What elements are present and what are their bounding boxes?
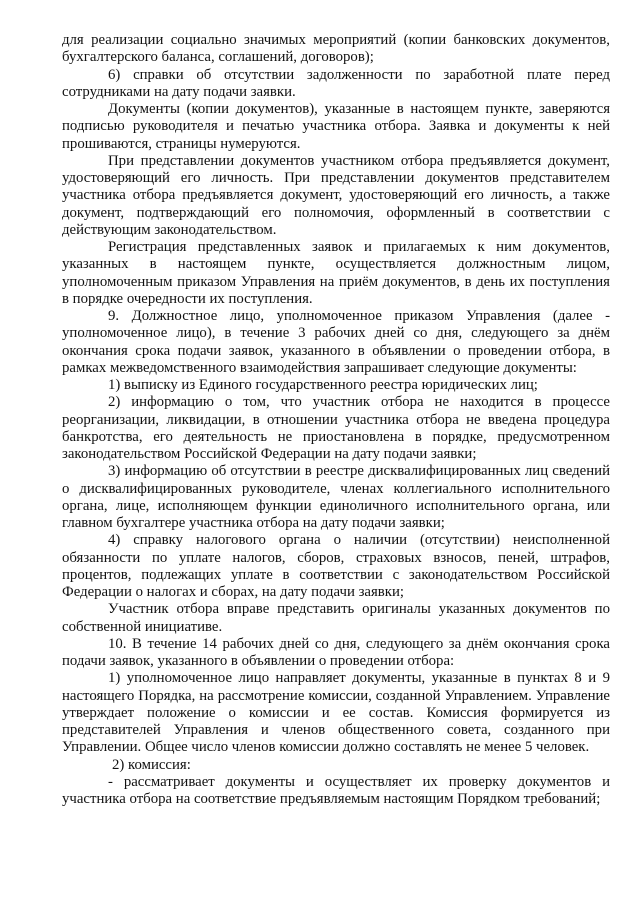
paragraph: 1) выписку из Единого государственного реестра юридических лиц; [108,377,538,393]
document-body [62,32,610,808]
paragraph: 1) уполномоченное лицо направляет документы, указанные в пунктах 8 и 9 настоящего Порядка, на рассмотрение комиссии, созданной Управлением. Управление утверждает положение о комиссии и ее состав. Комиссия формируется из представителей Управления и членов общественного совета, созданного при Управлении. Общее число членов комиссии должно составлять не менее 5 человек. [62,670,610,756]
paragraph: 2) комиссия: [112,756,191,773]
paragraph: Регистрация представленных заявок и прилагаемых к ним документов, указанных в настоящем пункте, осуществляется должностным лицом, уполномоченным приказом Управления на приём документов, в день их поступления в порядке очередности их поступления. [62,239,610,307]
paragraph: Участник отбора вправе представить оригиналы указанных документов по собственной инициативе. [62,601,610,635]
paragraph: При представлении документов участником отбора предъявляется документ, удостоверяющий его личность. При представлении документов представителем участника отбора предъявляется документ, удостоверяющий его личность, а также документ, подтверждающий его полномочия, оформленный в соответствии с действующим законодательством. [62,152,610,238]
paragraph: 9. Должностное лицо, уполномоченное приказом Управления (далее - уполномоченное лицо), в течение 3 рабочих дней со дня, следующего за днём окончания срока подачи заявок, указанного в объявлении о проведении отбора, в рамках межведомственного взаимодействия запрашивает следующие документы: [62,308,610,376]
paragraph: 10. В течение 14 рабочих дней со дня, следующего за днём окончания срока подачи заявок, указанного в объявлении о проведении отбора: [62,635,610,669]
paragraph: для реализации социально значимых мероприятий (копии банковских документов, бухгалтерского баланса, соглашений, договоров); [62,32,610,66]
paragraph: - рассматривает документы и осуществляет их проверку документов и участника отбора на соответствие предъявляемым настоящим Порядком требований; [62,773,610,807]
paragraph: 2) информацию о том, что участник отбора не находится в процессе реорганизации, ликвидации, в отношении участника отбора не введена процедура банкротства, его деятельность не приостановлена в порядке, предусмотренном законодательством Российской Федерации на дату подачи заявки; [62,394,610,462]
paragraph: 6) справки об отсутствии задолженности по заработной плате перед сотрудниками на дату подачи заявки. [62,66,610,100]
paragraph: 4) справку налогового органа о наличии (отсутствии) неисполненной обязанности по уплате налогов, сборов, страховых взносов, пеней, штрафов, процентов, подлежащих уплате в соответствии с законодательством Российской Федерации о налогах и сборах, на дату подачи заявки; [62,532,610,600]
paragraph: 3) информацию об отсутствии в реестре дисквалифицированных лиц сведений о дисквалифицированных руководителе, членах коллегиального исполнительного органа, лице, исполняющем функции единоличного исполнительного органа, или главном бухгалтере участника отбора на дату подачи заявки; [62,463,610,531]
paragraph: Документы (копии документов), указанные в настоящем пункте, заверяются подписью руководителя и печатью участника отбора. Заявка и документы к ней прошиваются, страницы нумеруются. [62,101,610,152]
